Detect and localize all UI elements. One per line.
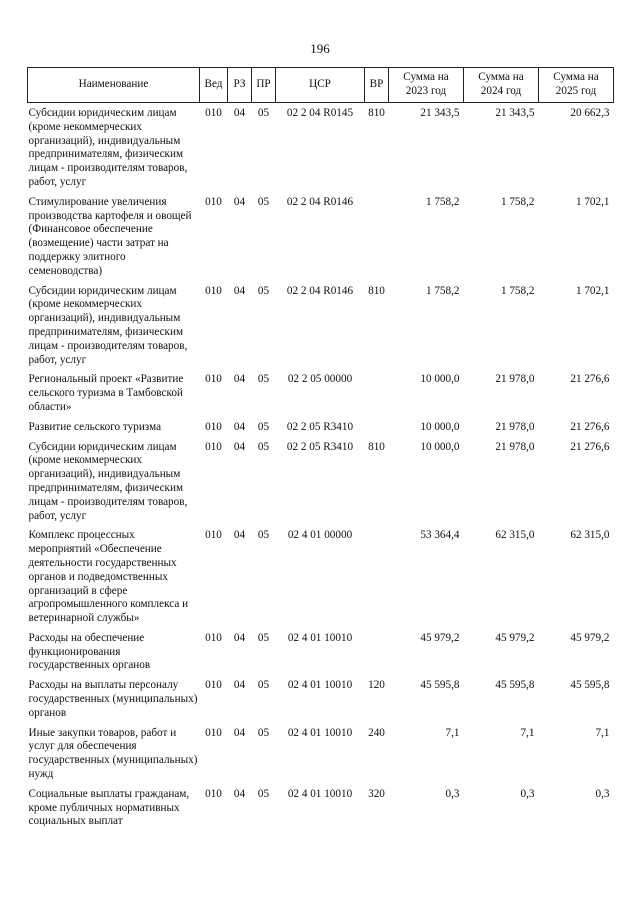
cell-sum-2023: 10 000,0: [420, 373, 460, 386]
cell-csr: 02 2 05 R3410: [286, 440, 354, 453]
header-vr: ВР: [365, 68, 389, 103]
cell-vr: 320: [368, 787, 385, 800]
cell-rz: 04: [233, 420, 246, 433]
cell-sum-2024: 0,3: [520, 787, 535, 800]
cell-name: Расходы на обеспечение функционирования государственных органов: [28, 631, 151, 672]
cell-csr: 02 4 01 10010: [287, 787, 353, 800]
cell-sum-2025: 21 276,6: [570, 440, 610, 453]
cell-csr: 02 2 04 R0146: [286, 284, 354, 297]
cell-name: Стимулирование увеличения производства картофеля и овощей (Финансовое обеспечение (возмещение) части затрат на поддержку элитного семеноводства): [28, 195, 192, 277]
header-name: Наименование: [28, 68, 200, 103]
table-row: [28, 727, 614, 788]
cell-sum-2023: 53 364,4: [420, 529, 460, 542]
cell-ved: 010: [205, 631, 222, 644]
cell-ved: 010: [205, 679, 222, 692]
cell-sum-2025: 1 702,1: [575, 284, 610, 297]
cell-sum-2023: 0,3: [445, 787, 460, 800]
cell-vr: [365, 196, 389, 285]
cell-sum-2024: 45 979,2: [495, 631, 535, 644]
cell-sum-2024: 21 978,0: [495, 373, 535, 386]
table-row: [28, 788, 614, 835]
cell-csr: 02 4 01 00000: [287, 529, 353, 542]
cell-rz: 04: [233, 440, 246, 453]
cell-sum-2024: 21 978,0: [495, 440, 535, 453]
cell-pr: 05: [257, 195, 270, 208]
cell-vr: 810: [368, 284, 385, 297]
cell-ved: 010: [205, 787, 222, 800]
cell-rz: 04: [233, 195, 246, 208]
table-row: [28, 373, 614, 420]
cell-pr: 05: [257, 284, 270, 297]
cell-rz: 04: [233, 284, 246, 297]
cell-sum-2023: 1 758,2: [425, 284, 460, 297]
cell-vr: 810: [368, 107, 385, 119]
cell-name: Социальные выплаты гражданам, кроме публичных нормативных социальных выплат: [28, 787, 190, 828]
header-sum-2024: Сумма на 2024 год: [464, 68, 539, 103]
cell-vr: [365, 373, 389, 420]
table-header-row: [28, 68, 614, 103]
cell-sum-2023: 45 979,2: [420, 631, 460, 644]
cell-vr: [365, 632, 389, 679]
cell-csr: 02 4 01 10010: [287, 679, 353, 692]
cell-csr: 02 4 01 10010: [287, 631, 353, 644]
table-row: [28, 421, 614, 441]
cell-ved: 010: [205, 726, 222, 739]
page-number: 196: [310, 41, 330, 56]
cell-sum-2024: 62 315,0: [495, 529, 535, 542]
cell-csr: 02 2 04 R0146: [286, 195, 354, 208]
cell-csr: 02 2 05 00000: [287, 373, 353, 386]
cell-vr: 120: [368, 679, 385, 692]
cell-name: Развитие сельского туризма: [28, 420, 162, 433]
cell-sum-2024: 45 595,8: [495, 679, 535, 692]
cell-sum-2025: 1 702,1: [575, 195, 610, 208]
cell-vr: [365, 421, 389, 441]
table-body: [28, 103, 614, 836]
cell-rz: 04: [233, 373, 246, 386]
cell-name: Субсидии юридическим лицам (кроме некоммерческих организаций), индивидуальным предпринимателям, физическим лицам - производителям товаров, работ, услуг: [28, 440, 188, 522]
cell-sum-2023: 45 595,8: [420, 679, 460, 692]
cell-pr: 05: [257, 440, 270, 453]
cell-sum-2025: 62 315,0: [570, 529, 610, 542]
cell-sum-2024: 1 758,2: [500, 284, 535, 297]
cell-ved: 010: [205, 373, 222, 386]
cell-sum-2024: 1 758,2: [500, 195, 535, 208]
cell-sum-2023: 7,1: [445, 726, 460, 739]
cell-sum-2025: 45 979,2: [570, 631, 610, 644]
table-row: [28, 196, 614, 285]
cell-vr: [365, 529, 389, 632]
cell-pr: 05: [257, 787, 270, 800]
header-sum-2023: Сумма на 2023 год: [389, 68, 464, 103]
cell-rz: 04: [233, 679, 246, 692]
cell-sum-2025: 21 276,6: [570, 420, 610, 433]
cell-sum-2023: 10 000,0: [420, 440, 460, 453]
cell-ved: 010: [205, 420, 222, 433]
cell-ved: 010: [205, 529, 222, 542]
cell-sum-2025: 7,1: [595, 726, 610, 739]
cell-name: Иные закупки товаров, работ и услуг для обеспечения государственных (муниципальных) нужд: [28, 726, 198, 781]
cell-name: Расходы на выплаты персоналу государственных (муниципальных) органов: [28, 679, 198, 719]
cell-sum-2025: 21 276,6: [570, 373, 610, 386]
cell-sum-2023: 1 758,2: [425, 195, 460, 208]
budget-table: [27, 67, 614, 835]
header-pr: ПР: [252, 68, 276, 103]
cell-name: Субсидии юридическим лицам (кроме некоммерческих организаций), индивидуальным предпринимателям, физическим лицам - производителям товаров, работ, услуг: [28, 107, 188, 188]
cell-ved: 010: [205, 195, 222, 208]
table-row: [28, 285, 614, 374]
table-row: [28, 529, 614, 632]
cell-rz: 04: [233, 107, 246, 119]
cell-rz: 04: [233, 787, 246, 800]
table-row: [28, 679, 614, 726]
cell-pr: 05: [257, 529, 270, 542]
table-row: [28, 103, 614, 196]
cell-csr: 02 4 01 10010: [287, 726, 353, 739]
cell-ved: 010: [205, 284, 222, 297]
header-sum-2025: Сумма на 2025 год: [539, 68, 614, 103]
cell-rz: 04: [233, 529, 246, 542]
cell-name: Субсидии юридическим лицам (кроме некоммерческих организаций), индивидуальным предпринимателям, физическим лицам - производителям товаров, работ, услуг: [28, 284, 188, 366]
cell-pr: 05: [257, 726, 270, 739]
cell-pr: 05: [257, 373, 270, 386]
cell-rz: 04: [233, 631, 246, 644]
cell-rz: 04: [233, 726, 246, 739]
cell-pr: 05: [257, 420, 270, 433]
cell-ved: 010: [205, 440, 222, 453]
header-rz: РЗ: [228, 68, 252, 103]
cell-pr: 05: [257, 679, 270, 692]
cell-vr: 810: [368, 440, 385, 453]
header-csr: ЦСР: [276, 68, 365, 103]
cell-sum-2025: 20 662,3: [570, 107, 610, 119]
cell-csr: 02 2 05 R3410: [286, 420, 354, 433]
cell-sum-2024: 7,1: [520, 726, 535, 739]
cell-pr: 05: [257, 107, 270, 119]
cell-sum-2024: 21 978,0: [495, 420, 535, 433]
cell-csr: 02 2 04 R0145: [286, 107, 354, 119]
cell-ved: 010: [205, 107, 222, 119]
cell-sum-2023: 21 343,5: [420, 107, 460, 119]
cell-sum-2025: 45 595,8: [570, 679, 610, 692]
cell-sum-2023: 10 000,0: [420, 420, 460, 433]
table-row: [28, 632, 614, 679]
header-ved: Вед: [200, 68, 228, 103]
table-row: [28, 441, 614, 530]
cell-pr: 05: [257, 631, 270, 644]
cell-sum-2024: 21 343,5: [495, 107, 535, 119]
cell-sum-2025: 0,3: [595, 787, 610, 800]
cell-name: Комплекс процессных мероприятий «Обеспечение деятельности государственных органов и подведомственных организаций в сфере агропромышленного комплекса и ветеринарной службы»: [28, 529, 189, 625]
cell-vr: 240: [368, 726, 385, 739]
cell-name: Региональный проект «Развитие сельского туризма в Тамбовской области»: [28, 373, 184, 413]
